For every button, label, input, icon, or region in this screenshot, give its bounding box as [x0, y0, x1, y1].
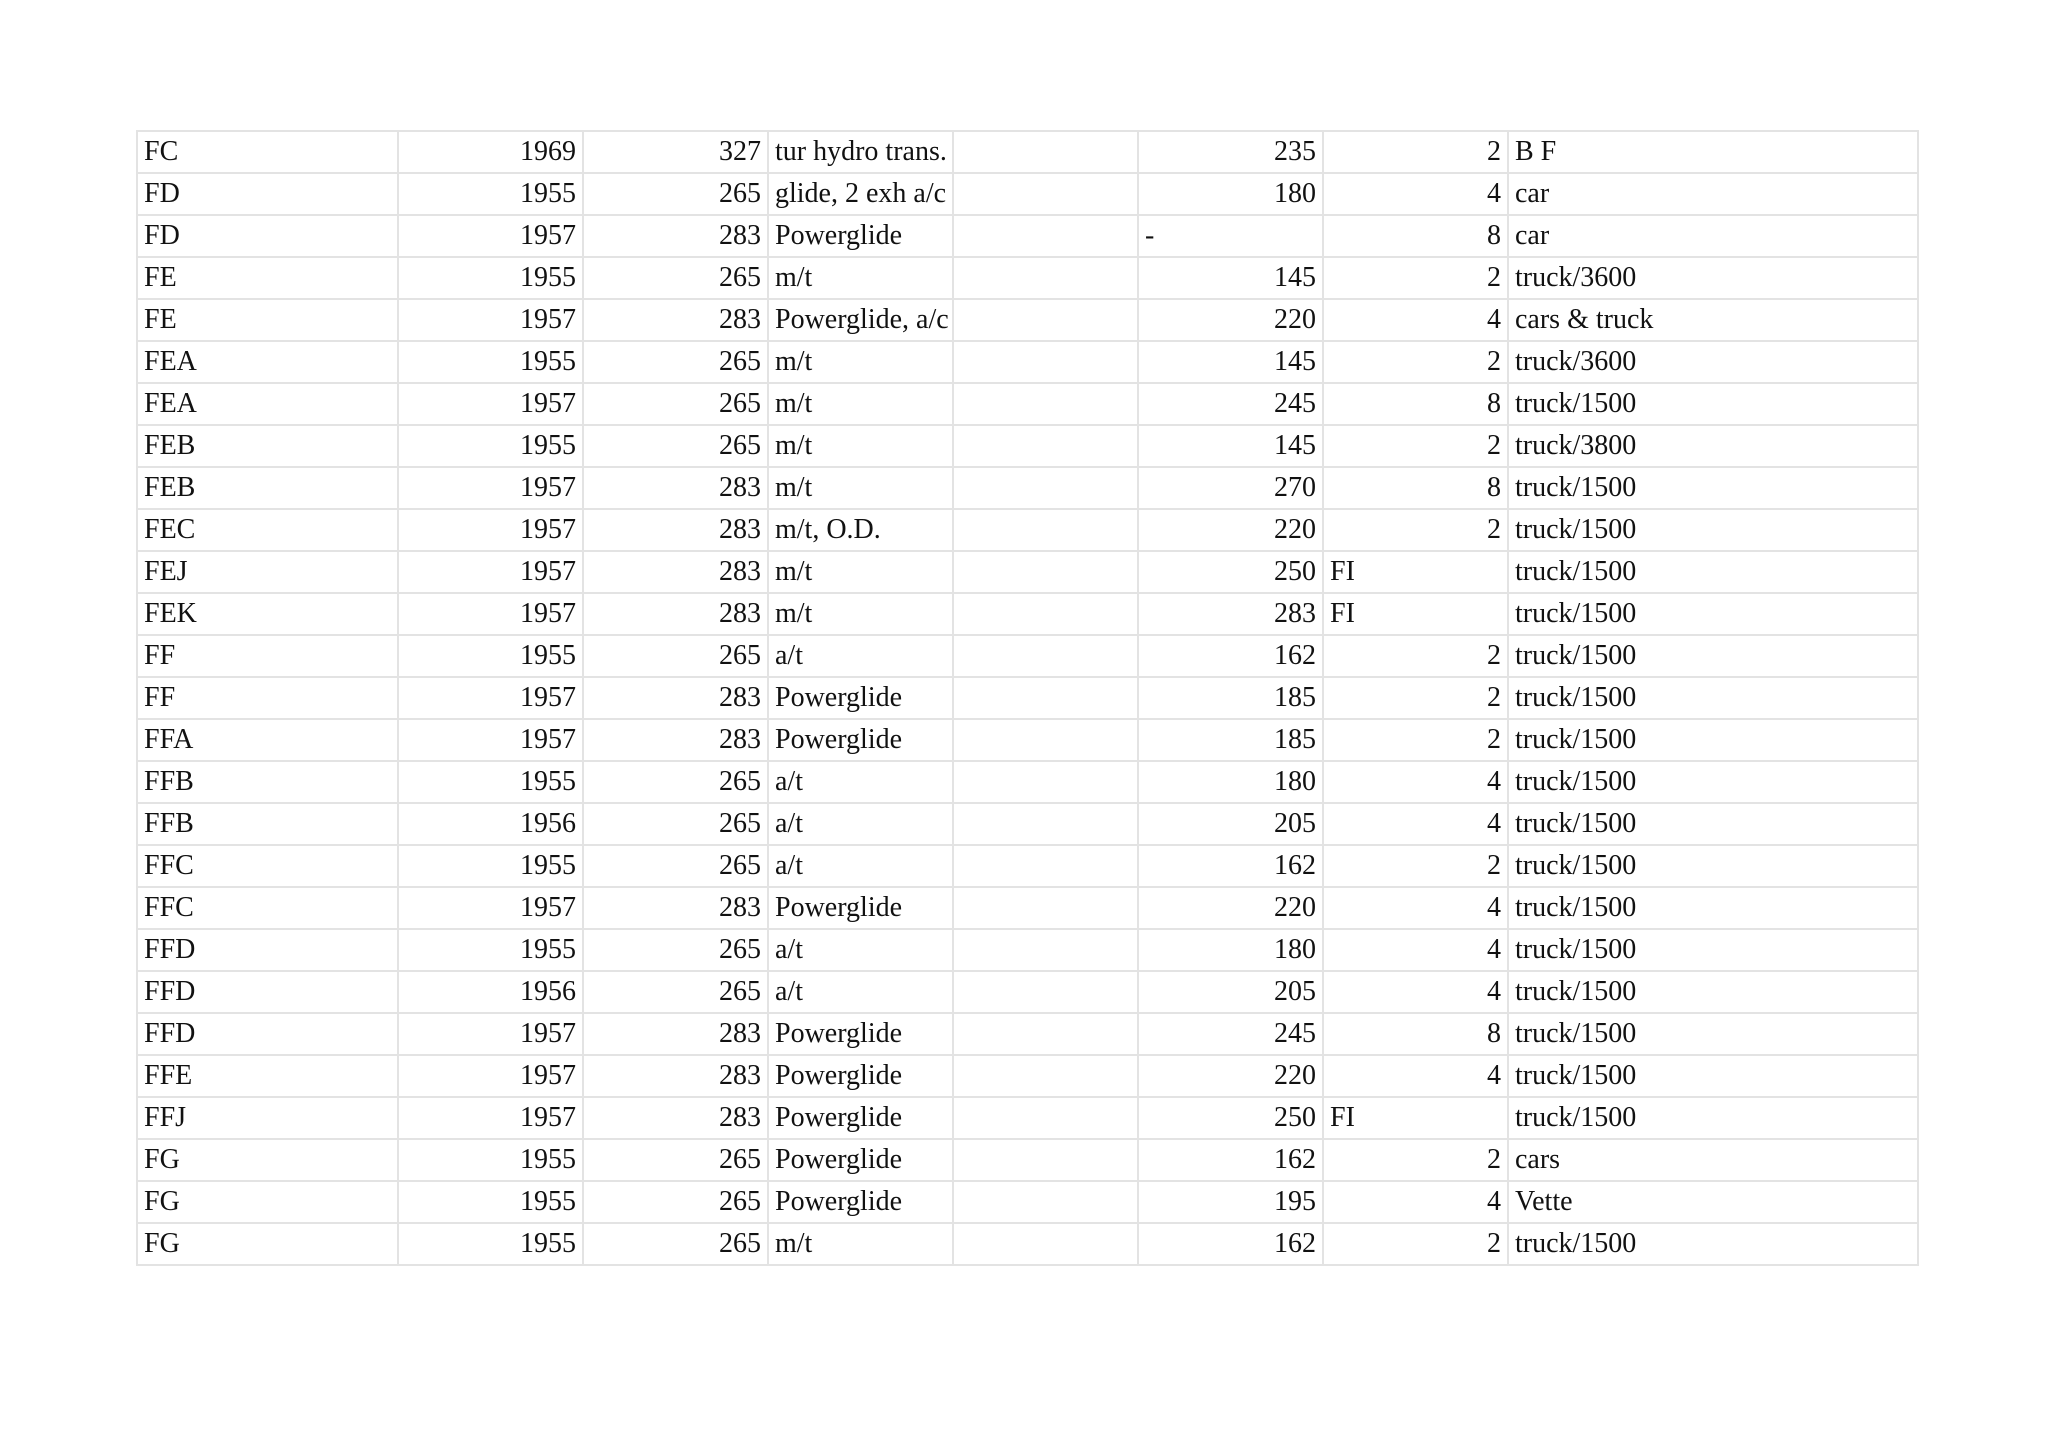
- horsepower-cell: 185: [1138, 719, 1323, 761]
- engine-code-cell: FEB: [137, 467, 398, 509]
- year-cell: 1955: [398, 929, 583, 971]
- notes-cell: [953, 257, 1138, 299]
- displacement-cell: 283: [583, 1055, 768, 1097]
- table-row: [137, 719, 1918, 761]
- year-cell: 1957: [398, 1055, 583, 1097]
- application-cell: truck/1500: [1508, 929, 1918, 971]
- horsepower-cell: 185: [1138, 677, 1323, 719]
- displacement-cell: 265: [583, 1139, 768, 1181]
- year-cell: 1955: [398, 257, 583, 299]
- notes-cell: [953, 1181, 1138, 1223]
- engine-code-cell: FD: [137, 215, 398, 257]
- notes-cell: [953, 215, 1138, 257]
- transmission-cell: m/t, O.D.: [768, 509, 953, 551]
- engine-code-cell: FFC: [137, 887, 398, 929]
- application-cell: car: [1508, 215, 1918, 257]
- displacement-cell: 283: [583, 467, 768, 509]
- transmission-cell: Powerglide: [768, 1013, 953, 1055]
- carb-barrels-cell: 4: [1323, 929, 1508, 971]
- notes-cell: [953, 173, 1138, 215]
- displacement-cell: 265: [583, 257, 768, 299]
- application-cell: truck/1500: [1508, 761, 1918, 803]
- notes-cell: [953, 887, 1138, 929]
- table-row: [137, 215, 1918, 257]
- carb-barrels-cell: 4: [1323, 803, 1508, 845]
- carb-barrels-cell: 4: [1323, 1055, 1508, 1097]
- engine-code-cell: FEK: [137, 593, 398, 635]
- notes-cell: [953, 383, 1138, 425]
- displacement-cell: 283: [583, 299, 768, 341]
- application-cell: truck/1500: [1508, 467, 1918, 509]
- horsepower-cell: 162: [1138, 1139, 1323, 1181]
- carb-barrels-cell: 8: [1323, 215, 1508, 257]
- application-cell: truck/1500: [1508, 1097, 1918, 1139]
- application-cell: truck/1500: [1508, 887, 1918, 929]
- transmission-cell: a/t: [768, 845, 953, 887]
- application-cell: cars: [1508, 1139, 1918, 1181]
- horsepower-cell: 180: [1138, 929, 1323, 971]
- table-row: [137, 677, 1918, 719]
- displacement-cell: 265: [583, 929, 768, 971]
- transmission-cell: a/t: [768, 929, 953, 971]
- application-cell: truck/1500: [1508, 971, 1918, 1013]
- transmission-cell: Powerglide: [768, 1097, 953, 1139]
- carb-barrels-cell: 8: [1323, 1013, 1508, 1055]
- application-cell: truck/1500: [1508, 593, 1918, 635]
- engine-code-cell: FFB: [137, 803, 398, 845]
- transmission-cell: a/t: [768, 635, 953, 677]
- notes-cell: [953, 551, 1138, 593]
- horsepower-cell: -: [1138, 215, 1323, 257]
- table-row: [137, 761, 1918, 803]
- engine-code-cell: FEJ: [137, 551, 398, 593]
- transmission-cell: m/t: [768, 425, 953, 467]
- table-row: [137, 845, 1918, 887]
- displacement-cell: 283: [583, 1097, 768, 1139]
- table-row: [137, 131, 1918, 173]
- displacement-cell: 265: [583, 1181, 768, 1223]
- table-row: [137, 1181, 1918, 1223]
- table-row: [137, 971, 1918, 1013]
- table-row: [137, 1223, 1918, 1265]
- notes-cell: [953, 341, 1138, 383]
- notes-cell: [953, 971, 1138, 1013]
- engine-code-cell: FFB: [137, 761, 398, 803]
- engine-code-cell: FEB: [137, 425, 398, 467]
- application-cell: truck/1500: [1508, 1223, 1918, 1265]
- horsepower-cell: 180: [1138, 761, 1323, 803]
- year-cell: 1957: [398, 215, 583, 257]
- carb-barrels-cell: 2: [1323, 1223, 1508, 1265]
- engine-code-cell: FE: [137, 257, 398, 299]
- table-row: [137, 341, 1918, 383]
- engine-code-cell: FG: [137, 1181, 398, 1223]
- displacement-cell: 265: [583, 845, 768, 887]
- notes-cell: [953, 425, 1138, 467]
- displacement-cell: 283: [583, 215, 768, 257]
- horsepower-cell: 195: [1138, 1181, 1323, 1223]
- displacement-cell: 283: [583, 719, 768, 761]
- table-row: [137, 593, 1918, 635]
- engine-code-cell: FFD: [137, 1013, 398, 1055]
- engine-code-cell: FFE: [137, 1055, 398, 1097]
- year-cell: 1955: [398, 635, 583, 677]
- year-cell: 1957: [398, 383, 583, 425]
- horsepower-cell: 180: [1138, 173, 1323, 215]
- year-cell: 1957: [398, 551, 583, 593]
- table-row: [137, 425, 1918, 467]
- engine-code-cell: FEA: [137, 341, 398, 383]
- notes-cell: [953, 299, 1138, 341]
- transmission-cell: Powerglide: [768, 1181, 953, 1223]
- carb-barrels-cell: FI: [1323, 1097, 1508, 1139]
- carb-barrels-cell: 8: [1323, 383, 1508, 425]
- carb-barrels-cell: 2: [1323, 131, 1508, 173]
- application-cell: truck/1500: [1508, 1055, 1918, 1097]
- displacement-cell: 283: [583, 677, 768, 719]
- year-cell: 1957: [398, 593, 583, 635]
- application-cell: truck/1500: [1508, 509, 1918, 551]
- carb-barrels-cell: 4: [1323, 887, 1508, 929]
- engine-code-cell: FC: [137, 131, 398, 173]
- table-row: [137, 1013, 1918, 1055]
- horsepower-cell: 145: [1138, 341, 1323, 383]
- engine-code-cell: FFD: [137, 929, 398, 971]
- application-cell: truck/1500: [1508, 1013, 1918, 1055]
- year-cell: 1957: [398, 1013, 583, 1055]
- carb-barrels-cell: 4: [1323, 299, 1508, 341]
- displacement-cell: 265: [583, 761, 768, 803]
- transmission-cell: Powerglide: [768, 1055, 953, 1097]
- carb-barrels-cell: 2: [1323, 635, 1508, 677]
- table-row: [137, 173, 1918, 215]
- application-cell: truck/1500: [1508, 635, 1918, 677]
- horsepower-cell: 270: [1138, 467, 1323, 509]
- transmission-cell: m/t: [768, 383, 953, 425]
- carb-barrels-cell: 4: [1323, 761, 1508, 803]
- engine-code-cell: FEA: [137, 383, 398, 425]
- application-cell: truck/1500: [1508, 383, 1918, 425]
- table-row: [137, 1055, 1918, 1097]
- notes-cell: [953, 803, 1138, 845]
- table-body: [137, 131, 1918, 1265]
- notes-cell: [953, 845, 1138, 887]
- carb-barrels-cell: 4: [1323, 173, 1508, 215]
- transmission-cell: Powerglide: [768, 1139, 953, 1181]
- notes-cell: [953, 467, 1138, 509]
- application-cell: car: [1508, 173, 1918, 215]
- displacement-cell: 265: [583, 425, 768, 467]
- engine-code-cell: FF: [137, 677, 398, 719]
- year-cell: 1955: [398, 425, 583, 467]
- year-cell: 1957: [398, 887, 583, 929]
- transmission-cell: a/t: [768, 971, 953, 1013]
- application-cell: truck/3600: [1508, 257, 1918, 299]
- transmission-cell: Powerglide: [768, 719, 953, 761]
- carb-barrels-cell: 2: [1323, 677, 1508, 719]
- table-row: [137, 635, 1918, 677]
- transmission-cell: m/t: [768, 257, 953, 299]
- transmission-cell: m/t: [768, 341, 953, 383]
- carb-barrels-cell: FI: [1323, 551, 1508, 593]
- transmission-cell: tur hydro trans.: [768, 131, 953, 173]
- transmission-cell: m/t: [768, 1223, 953, 1265]
- year-cell: 1957: [398, 467, 583, 509]
- application-cell: Vette: [1508, 1181, 1918, 1223]
- carb-barrels-cell: 2: [1323, 719, 1508, 761]
- displacement-cell: 265: [583, 971, 768, 1013]
- horsepower-cell: 145: [1138, 257, 1323, 299]
- notes-cell: [953, 1055, 1138, 1097]
- displacement-cell: 327: [583, 131, 768, 173]
- table-row: [137, 551, 1918, 593]
- year-cell: 1955: [398, 341, 583, 383]
- horsepower-cell: 205: [1138, 803, 1323, 845]
- table-row: [137, 299, 1918, 341]
- notes-cell: [953, 719, 1138, 761]
- transmission-cell: Powerglide: [768, 677, 953, 719]
- horsepower-cell: 220: [1138, 1055, 1323, 1097]
- horsepower-cell: 220: [1138, 887, 1323, 929]
- year-cell: 1955: [398, 1139, 583, 1181]
- notes-cell: [953, 1097, 1138, 1139]
- carb-barrels-cell: 2: [1323, 1139, 1508, 1181]
- displacement-cell: 265: [583, 635, 768, 677]
- displacement-cell: 265: [583, 1223, 768, 1265]
- notes-cell: [953, 635, 1138, 677]
- transmission-cell: glide, 2 exh a/c: [768, 173, 953, 215]
- year-cell: 1955: [398, 845, 583, 887]
- table-row: [137, 509, 1918, 551]
- year-cell: 1957: [398, 299, 583, 341]
- year-cell: 1955: [398, 1223, 583, 1265]
- transmission-cell: m/t: [768, 593, 953, 635]
- displacement-cell: 283: [583, 1013, 768, 1055]
- notes-cell: [953, 761, 1138, 803]
- engine-code-cell: FEC: [137, 509, 398, 551]
- application-cell: truck/1500: [1508, 719, 1918, 761]
- table-row: [137, 803, 1918, 845]
- application-cell: cars & truck: [1508, 299, 1918, 341]
- application-cell: truck/3600: [1508, 341, 1918, 383]
- notes-cell: [953, 677, 1138, 719]
- engine-code-cell: FD: [137, 173, 398, 215]
- engine-code-table: [136, 130, 1919, 1266]
- horsepower-cell: 162: [1138, 635, 1323, 677]
- displacement-cell: 265: [583, 341, 768, 383]
- horsepower-cell: 205: [1138, 971, 1323, 1013]
- horsepower-cell: 162: [1138, 1223, 1323, 1265]
- carb-barrels-cell: 8: [1323, 467, 1508, 509]
- horsepower-cell: 145: [1138, 425, 1323, 467]
- application-cell: truck/1500: [1508, 803, 1918, 845]
- displacement-cell: 265: [583, 803, 768, 845]
- displacement-cell: 265: [583, 173, 768, 215]
- transmission-cell: Powerglide: [768, 887, 953, 929]
- horsepower-cell: 250: [1138, 551, 1323, 593]
- notes-cell: [953, 593, 1138, 635]
- notes-cell: [953, 509, 1138, 551]
- carb-barrels-cell: 2: [1323, 257, 1508, 299]
- transmission-cell: m/t: [768, 467, 953, 509]
- notes-cell: [953, 1223, 1138, 1265]
- year-cell: 1955: [398, 1181, 583, 1223]
- table-row: [137, 467, 1918, 509]
- displacement-cell: 283: [583, 509, 768, 551]
- transmission-cell: Powerglide: [768, 215, 953, 257]
- table-row: [137, 929, 1918, 971]
- transmission-cell: m/t: [768, 551, 953, 593]
- notes-cell: [953, 1013, 1138, 1055]
- engine-code-cell: FFJ: [137, 1097, 398, 1139]
- carb-barrels-cell: 4: [1323, 1181, 1508, 1223]
- engine-code-cell: FFA: [137, 719, 398, 761]
- year-cell: 1956: [398, 971, 583, 1013]
- year-cell: 1955: [398, 173, 583, 215]
- engine-code-cell: FE: [137, 299, 398, 341]
- year-cell: 1955: [398, 761, 583, 803]
- year-cell: 1957: [398, 677, 583, 719]
- carb-barrels-cell: 2: [1323, 845, 1508, 887]
- carb-barrels-cell: 2: [1323, 341, 1508, 383]
- application-cell: truck/1500: [1508, 845, 1918, 887]
- horsepower-cell: 220: [1138, 299, 1323, 341]
- application-cell: truck/1500: [1508, 551, 1918, 593]
- transmission-cell: a/t: [768, 803, 953, 845]
- horsepower-cell: 245: [1138, 1013, 1323, 1055]
- engine-code-cell: FFD: [137, 971, 398, 1013]
- horsepower-cell: 162: [1138, 845, 1323, 887]
- horsepower-cell: 220: [1138, 509, 1323, 551]
- application-cell: truck/1500: [1508, 677, 1918, 719]
- horsepower-cell: 245: [1138, 383, 1323, 425]
- engine-code-cell: FG: [137, 1223, 398, 1265]
- horsepower-cell: 235: [1138, 131, 1323, 173]
- transmission-cell: Powerglide, a/c: [768, 299, 953, 341]
- application-cell: B F: [1508, 131, 1918, 173]
- carb-barrels-cell: 2: [1323, 509, 1508, 551]
- carb-barrels-cell: 4: [1323, 971, 1508, 1013]
- carb-barrels-cell: 2: [1323, 425, 1508, 467]
- notes-cell: [953, 131, 1138, 173]
- table-row: [137, 383, 1918, 425]
- table-row: [137, 1097, 1918, 1139]
- carb-barrels-cell: FI: [1323, 593, 1508, 635]
- table-row: [137, 257, 1918, 299]
- horsepower-cell: 283: [1138, 593, 1323, 635]
- transmission-cell: a/t: [768, 761, 953, 803]
- year-cell: 1957: [398, 509, 583, 551]
- table-row: [137, 1139, 1918, 1181]
- year-cell: 1957: [398, 1097, 583, 1139]
- displacement-cell: 283: [583, 551, 768, 593]
- engine-code-cell: FG: [137, 1139, 398, 1181]
- year-cell: 1956: [398, 803, 583, 845]
- displacement-cell: 283: [583, 887, 768, 929]
- application-cell: truck/3800: [1508, 425, 1918, 467]
- displacement-cell: 265: [583, 383, 768, 425]
- year-cell: 1957: [398, 719, 583, 761]
- table-row: [137, 887, 1918, 929]
- engine-code-cell: FFC: [137, 845, 398, 887]
- engine-code-cell: FF: [137, 635, 398, 677]
- horsepower-cell: 250: [1138, 1097, 1323, 1139]
- displacement-cell: 283: [583, 593, 768, 635]
- notes-cell: [953, 1139, 1138, 1181]
- notes-cell: [953, 929, 1138, 971]
- year-cell: 1969: [398, 131, 583, 173]
